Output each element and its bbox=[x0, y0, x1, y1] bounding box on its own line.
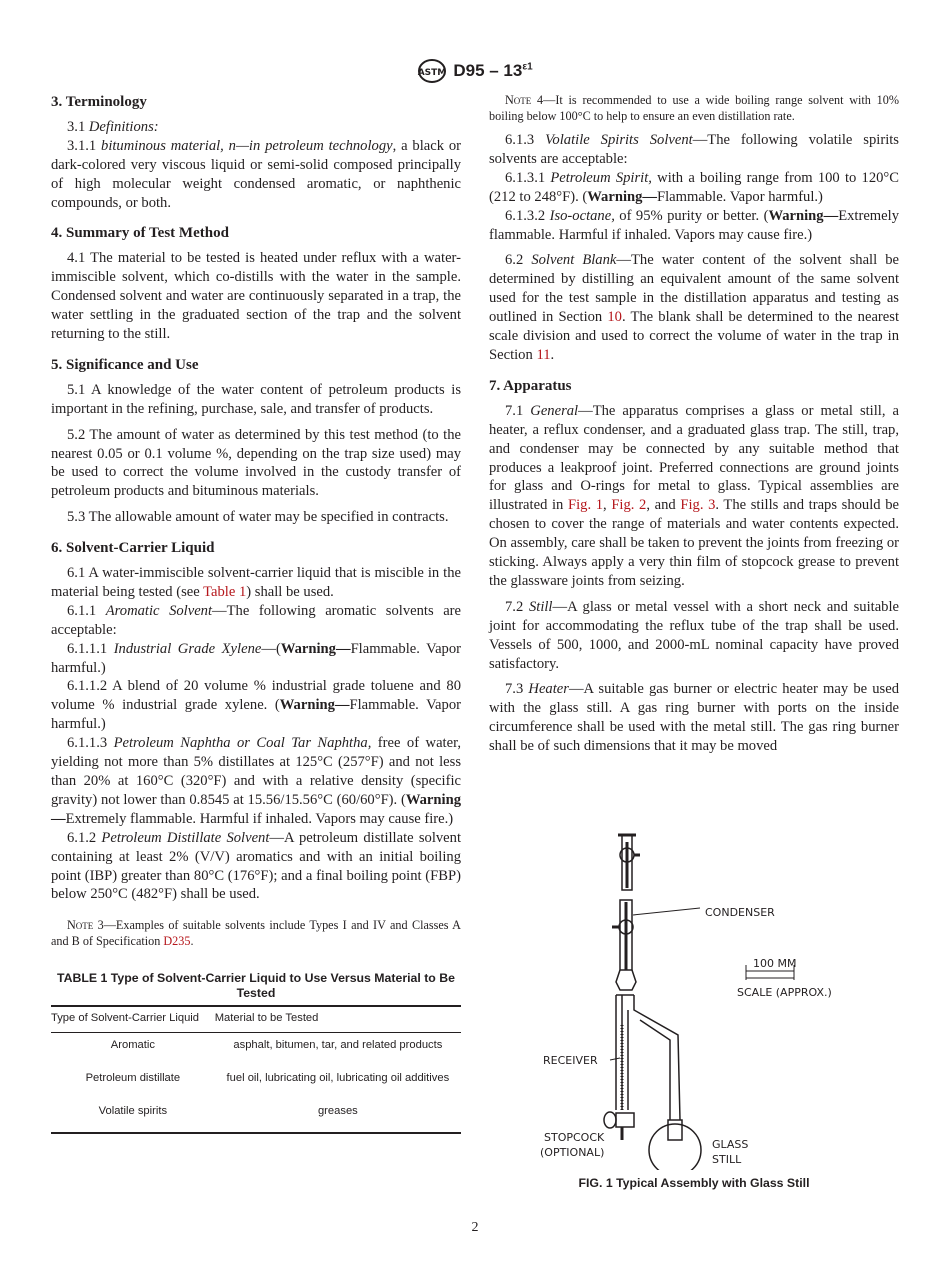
table-row bbox=[51, 1066, 461, 1099]
table-1 bbox=[51, 1005, 461, 1134]
right-column bbox=[489, 93, 899, 756]
table-cell: Petroleum distillate bbox=[85, 1072, 181, 1085]
note-4: Note 4—It is recommended to use a wide boiling range solvent with 10% boiling below 100°C to help to ensure an even distillation rate. bbox=[489, 93, 899, 123]
stopcock-label: STOPCOCK bbox=[544, 1131, 605, 1144]
fig-3-link[interactable]: Fig. 3 bbox=[680, 497, 716, 514]
figure-1-apparatus-diagram bbox=[530, 830, 890, 1170]
page-number: 2 bbox=[471, 1220, 479, 1235]
astm-logo-icon bbox=[417, 59, 447, 83]
column-header: Material to be Tested bbox=[214, 1012, 319, 1025]
paragraph-3-1-1: 3.1.1 bituminous material, n—in petroleum technology, a black or dark-colored very viscous liquid or semi-solid composed principally of high molecular weight condensed aromatic, or naphthenic compounds, or both. bbox=[51, 137, 461, 211]
table-header-row bbox=[51, 1006, 461, 1032]
section-11-link[interactable]: 11 bbox=[536, 346, 551, 363]
section-4-heading: 4. Summary of Test Method bbox=[51, 225, 229, 242]
paragraph-6-1-1-2: 6.1.1.2 A blend of 20 volume % industrial grade toluene and 80 volume % industrial grade xylene. (Warning—Flammable. Vapor harmful.) bbox=[51, 678, 461, 733]
paragraph-5-1: 5.1 A knowledge of the water content of petroleum products is important in the refining, purchase, sale, and transfer of products. bbox=[51, 381, 461, 417]
standard-designation: $D95 - 13^{\varepsilon 1}$ bbox=[453, 61, 533, 80]
section-3-heading: 3. Terminology bbox=[51, 94, 147, 110]
section-10-link[interactable]: 10 bbox=[607, 309, 622, 326]
fig-1-link[interactable]: Fig. 1 bbox=[567, 497, 604, 514]
table-cell: asphalt, bitumen, tar, and related products bbox=[233, 1039, 443, 1052]
paragraph-7-2: 7.2 Still—A glass or metal vessel with a short neck and suitable joint for accommodating the reflux tube of the trap shall be used. Vessels of 500, 1000, and 2000-mL nominal capacity have proved satisfactory. bbox=[489, 598, 900, 672]
table-cell: greases bbox=[317, 1105, 358, 1118]
paragraph-7-3: 7.3 Heater—A suitable gas burner or electric heater may be used with the glass still. A gas ring burner with ports on the inside circumference shall be used with the metal still. The gas ring burner shall be of such dimensions that it may be moved bbox=[489, 681, 900, 755]
table-row bbox=[51, 1033, 461, 1066]
paragraph-6-1-3-1: 6.1.3.1 Petroleum Spirit, with a boiling range from 100 to 120°C (212 to 248°F). (Warning—Flammable. Vapor harmful.) bbox=[489, 169, 899, 205]
paragraph-6-1: 6.1 A water-immiscible solvent-carrier liquid that is miscible in the material being tested (see Table 1) shall be used. bbox=[51, 565, 461, 600]
paragraph-3-1: 3.1 Definitions: bbox=[67, 118, 159, 135]
page-header bbox=[0, 56, 950, 86]
table-1-title: TABLE 1 Type of Solvent-Carrier Liquid to Use Versus Material to Be Tested bbox=[57, 971, 455, 1001]
left-column bbox=[51, 93, 461, 1134]
optional-label: (OPTIONAL) bbox=[540, 1146, 605, 1159]
paragraph-6-1-3: 6.1.3 Volatile Spirits Solvent—The following volatile spirits solvents are acceptable: bbox=[489, 132, 899, 167]
table-row bbox=[51, 1099, 461, 1133]
scale-label: SCALE (APPROX.) bbox=[737, 986, 832, 999]
condenser-label: CONDENSER bbox=[705, 906, 775, 919]
paragraph-6-1-1-1: 6.1.1.1 Industrial Grade Xylene—(Warning—Flammable. Vapor harmful.) bbox=[51, 640, 462, 676]
fig-2-link[interactable]: Fig. 2 bbox=[611, 497, 647, 514]
svg-text:ASTM: ASTM bbox=[418, 68, 447, 78]
paragraph-5-3: 5.3 The allowable amount of water may be specified in contracts. bbox=[67, 509, 449, 526]
paragraph-6-1-1-3: 6.1.1.3 Petroleum Naphtha or Coal Tar Naphtha, free of water, yielding not more than 5% distillates at 125°C (257°F) and not less than 20% at 160°C (320°F) and with a relative density (specific gravity) not lower than 0.8545 at 15.56/15.56°C (60/60°F). (Warning—Extremely flammable. Harmful if inhaled. Vapors may cause fire.) bbox=[51, 735, 461, 827]
glass-label: GLASS bbox=[712, 1138, 749, 1151]
note-3: Note 3—Examples of suitable solvents include Types I and IV and Classes A and B of Specification D235. bbox=[51, 918, 461, 948]
column-header: Type of Solvent-Carrier Liquid bbox=[51, 1012, 199, 1025]
still-label: STILL bbox=[712, 1153, 742, 1166]
table-cell: Volatile spirits bbox=[98, 1105, 168, 1118]
table-cell: Aromatic bbox=[110, 1039, 155, 1052]
paragraph-5-2: 5.2 The amount of water as determined by this test method (to the nearest 0.05 or 0.1 volume %, depending on the trap size used) may be used to correct the volume involved in the custody transfer of petroleum products and bituminous materials. bbox=[51, 426, 461, 500]
section-6-heading: 6. Solvent-Carrier Liquid bbox=[51, 540, 215, 557]
receiver-label: RECEIVER bbox=[543, 1054, 598, 1067]
section-5-heading: 5. Significance and Use bbox=[51, 356, 199, 373]
table-1-link[interactable]: Table 1 bbox=[203, 583, 247, 600]
paragraph-6-1-2: 6.1.2 Petroleum Distillate Solvent—A petroleum distillate solvent containing at least 2% (V/V) aromatics and with an initial boiling point (IBP) greater than 80°C (176°F); and a final boiling point (FBP) below 250°C (482°F) shall be used. bbox=[51, 829, 461, 903]
figure-1-caption: FIG. 1 Typical Assembly with Glass Still bbox=[578, 1176, 810, 1190]
d235-link[interactable]: D235 bbox=[163, 933, 191, 948]
paragraph-4-1: 4.1 The material to be tested is heated under reflux with a water-immiscible solvent, which co-distills with the water in the sample. Condensed solvent and water are continuously separated in a trap, the water settling in the graduated section of the trap and the solvent returning to the still. bbox=[51, 250, 461, 342]
table-cell: fuel oil, lubricating oil, lubricating oil additives bbox=[226, 1072, 450, 1085]
section-7-heading: 7. Apparatus bbox=[489, 377, 572, 394]
paragraph-7-1: 7.1 General—The apparatus comprises a glass or metal still, a heater, a reflux condenser, and a graduated glass trap. The still, trap, and condenser may be connected by any suitable method that produces a leakproof joint. Preferred connections are ground joints for glass and O-rings for metal to glass. Typical assemblies are illustrated in Fig. 1, Fig. 2, and Fig. 3. The stills and traps should be chosen to cover the range of materials and water contents expected. On assembly, care shall be taken to prevent the joints from freezing or sticking. Always apply a very thin film of stopcock grease to prevent the glassware joints from seizing. bbox=[489, 402, 899, 589]
paragraph-6-1-3-2: 6.1.3.2 Iso-octane, of 95% purity or better. (Warning—Extremely flammable. Harmful if inhaled. Vapors may cause fire.) bbox=[489, 207, 899, 243]
paragraph-6-2: 6.2 Solvent Blank—The water content of the solvent shall be determined by distilling an equivalent amount of the same solvent used for the test sample in the distillation apparatus and testing as outlined in Section 10. The blank shall be determined to the nearest scale division and used to correct the volume of water in the trap in Section 11. bbox=[489, 252, 899, 363]
scale-length-label: 100 MM bbox=[753, 957, 797, 970]
paragraph-6-1-1: 6.1.1 Aromatic Solvent—The following aromatic solvents are acceptable: bbox=[51, 602, 462, 638]
